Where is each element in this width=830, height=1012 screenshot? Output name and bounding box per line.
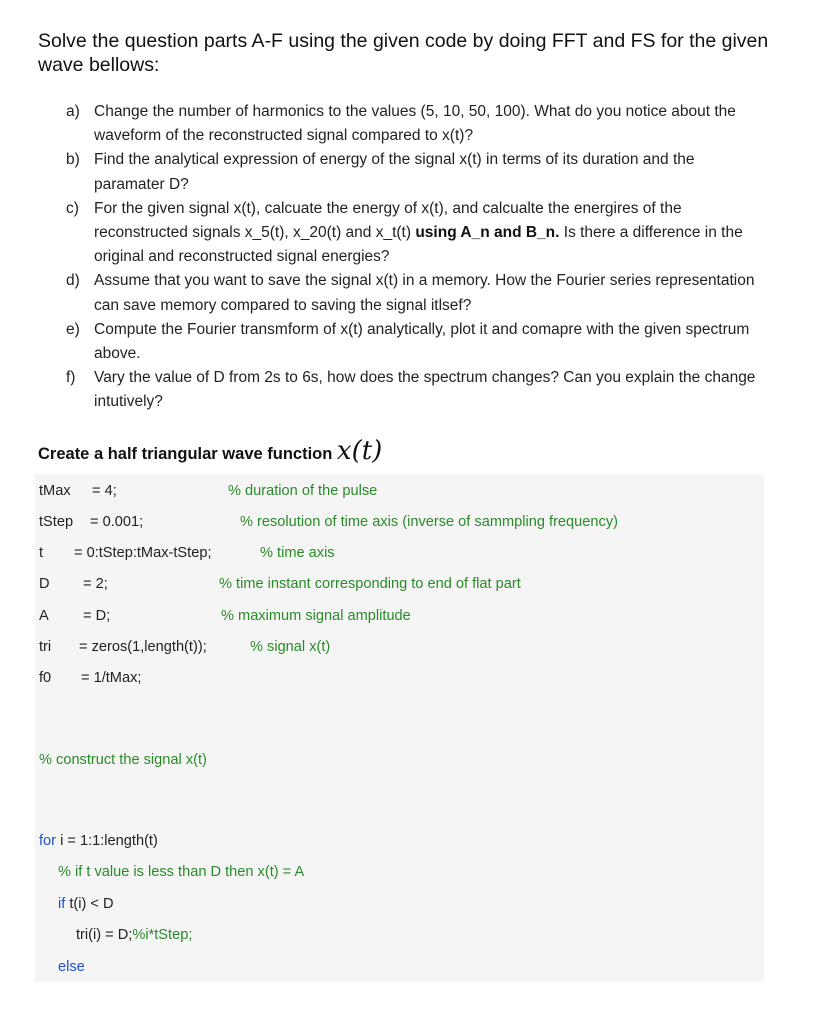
code-var-value: = 0:tStep:tMax-tStep;: [74, 545, 212, 561]
question-letter: f): [66, 369, 76, 387]
question-text-bold: using A_n and B_n.: [415, 224, 560, 242]
code-comment: % resolution of time axis (inverse of sammpling frequency): [240, 514, 618, 530]
question-text: Find the analytical expression of energy of the signal x(t) in terms of its duration and the paramater D?: [94, 151, 695, 193]
code-comment: % maximum signal amplitude: [221, 608, 411, 624]
code-var-name: f0: [39, 670, 52, 686]
code-block: [35, 474, 764, 982]
code-keyword: else: [58, 959, 85, 975]
question-letter: e): [66, 320, 80, 338]
code-text: i = 1:1:length(t): [56, 833, 158, 849]
code-comment: %i*tStep;: [132, 927, 193, 943]
question-c: [62, 197, 762, 270]
section-heading: [38, 436, 382, 466]
question-text: Assume that you want to save the signal x(t) in a memory. How the Fourier series representation can save memory compared to saving the signal itlsef?: [94, 272, 755, 314]
section-heading-math: x(t): [336, 436, 383, 466]
code-var-value: = 2;: [83, 576, 108, 592]
code-line-for: [39, 832, 158, 850]
question-list: [62, 100, 762, 415]
code-keyword: for: [39, 833, 57, 849]
code-var-value: = 0.001;: [90, 514, 144, 530]
code-var-name: tri: [39, 639, 52, 655]
question-text-before: For the given signal x(t), calcuate the energy of x(t), and calcualte the energires of the reconstructed signals x_5(t), x_20(t) and x_t(t): [94, 199, 682, 242]
code-var-value: = D;: [83, 608, 111, 624]
code-comment: % time axis: [260, 545, 335, 561]
question-letter: c): [66, 199, 79, 217]
question-f: [62, 366, 762, 414]
question-letter: a): [66, 103, 80, 120]
code-var-value: = 4;: [92, 483, 117, 499]
code-var-name: D: [39, 576, 50, 592]
code-comment: % if t value is less than D then x(t) = A: [58, 864, 305, 880]
code-line-assign: [76, 926, 192, 944]
code-comment: % signal x(t): [250, 639, 331, 655]
question-text-after: Is there a difference in the original and reconstructed signal energies?: [94, 224, 743, 266]
page-title: Solve the question parts A-F using the given code by doing FFT and FS for the given wave bellows:: [38, 30, 769, 76]
code-var-name: A: [39, 608, 49, 624]
question-text: Vary the value of D from 2s to 6s, how does the spectrum changes? Can you explain the change intutively?: [94, 369, 756, 411]
code-comment: % construct the signal x(t): [39, 752, 207, 768]
code-text: tri(i) = D;: [76, 927, 133, 943]
question-letter: b): [66, 151, 80, 169]
code-line-if: [58, 895, 114, 913]
question-a: [62, 100, 762, 148]
code-var-name: tStep: [39, 514, 74, 530]
question-e: [62, 318, 762, 366]
question-text: Compute the Fourier transmform of x(t) analytically, plot it and comapre with the given spectrum above.: [94, 320, 750, 363]
question-b: [62, 148, 762, 196]
code-var-name: t: [39, 545, 44, 561]
code-var-name: tMax: [39, 483, 71, 499]
question-text: Change the number of harmonics to the values (5, 10, 50, 100). What do you notice about the waveform of the reconstructed signal compared to x(t)?: [94, 103, 736, 145]
question-d: [62, 269, 762, 317]
code-comment: % time instant corresponding to end of flat part: [219, 576, 521, 592]
question-letter: d): [66, 272, 80, 290]
code-text: t(i) < D: [65, 896, 114, 912]
code-var-value: = 1/tMax;: [81, 670, 142, 686]
code-comment: % duration of the pulse: [228, 483, 378, 499]
section-heading-text: Create a half triangular wave function: [38, 445, 333, 463]
code-var-value: = zeros(1,length(t));: [79, 639, 207, 655]
code-keyword: if: [58, 896, 66, 912]
